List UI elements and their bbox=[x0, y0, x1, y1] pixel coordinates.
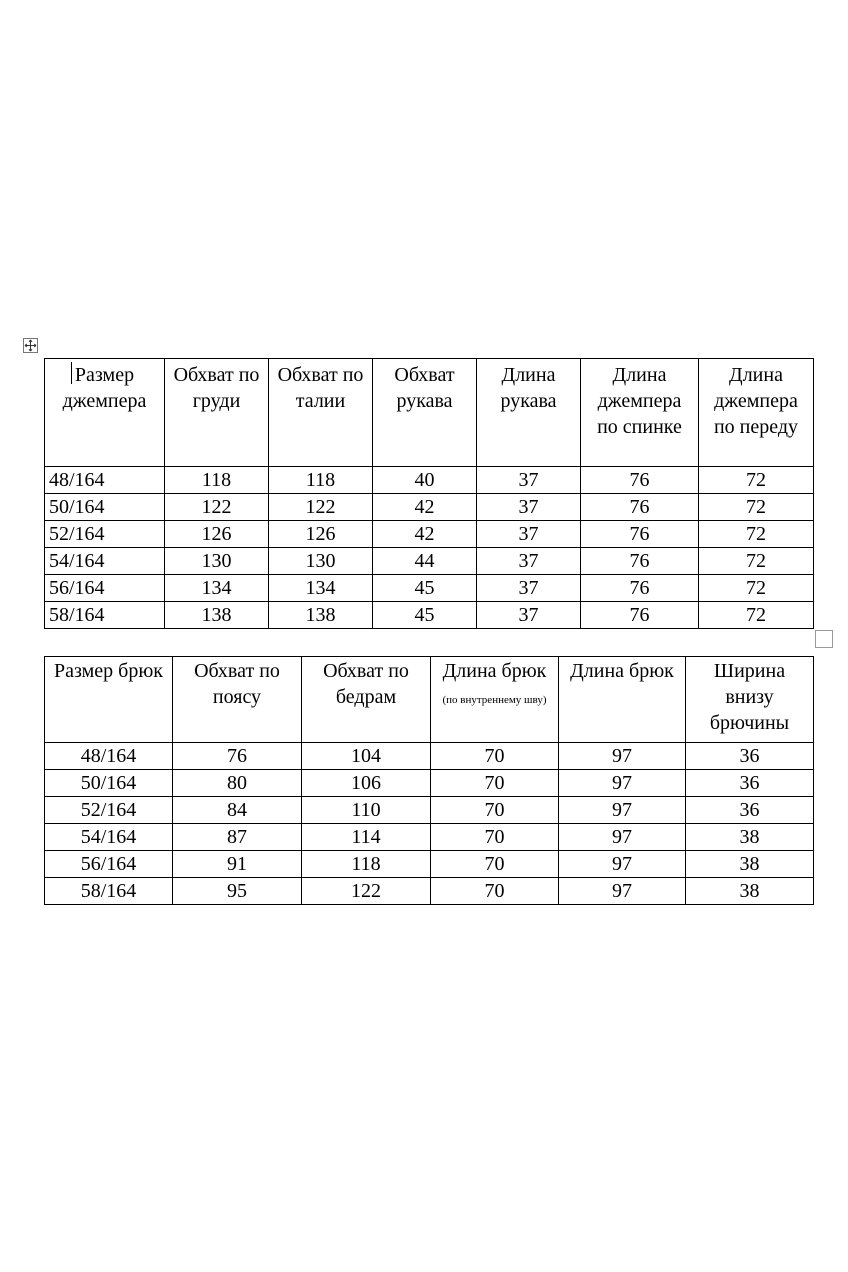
table-cell[interactable]: 97 bbox=[559, 797, 686, 824]
table-cell[interactable]: 54/164 bbox=[45, 548, 165, 575]
table-cell[interactable]: 37 bbox=[477, 602, 581, 629]
table-cell[interactable]: 45 bbox=[373, 575, 477, 602]
table-cell[interactable]: 122 bbox=[302, 878, 431, 905]
header-cell[interactable]: Обхват по поясу bbox=[173, 657, 302, 743]
table-cell[interactable]: 91 bbox=[173, 851, 302, 878]
table-cell[interactable]: 72 bbox=[699, 494, 814, 521]
table-cell[interactable]: 70 bbox=[431, 851, 559, 878]
table-row bbox=[45, 797, 814, 824]
table-row bbox=[45, 851, 814, 878]
table-cell[interactable]: 134 bbox=[269, 575, 373, 602]
table-cell[interactable]: 106 bbox=[302, 770, 431, 797]
table-cell[interactable]: 76 bbox=[581, 494, 699, 521]
header-cell[interactable]: Ширина внизу брючины bbox=[686, 657, 814, 743]
table-cell[interactable]: 56/164 bbox=[45, 575, 165, 602]
table-cell[interactable]: 38 bbox=[686, 878, 814, 905]
table-row bbox=[45, 494, 814, 521]
table-cell[interactable]: 138 bbox=[165, 602, 269, 629]
table-cell[interactable]: 118 bbox=[269, 467, 373, 494]
table-cell[interactable]: 126 bbox=[165, 521, 269, 548]
table-cell[interactable]: 37 bbox=[477, 575, 581, 602]
table-cell[interactable]: 54/164 bbox=[45, 824, 173, 851]
table-cell[interactable]: 72 bbox=[699, 467, 814, 494]
table-cell[interactable]: 36 bbox=[686, 797, 814, 824]
table-cell[interactable]: 76 bbox=[581, 521, 699, 548]
jumper-size-table bbox=[44, 358, 814, 629]
table-cell[interactable]: 72 bbox=[699, 521, 814, 548]
table-cell[interactable]: 114 bbox=[302, 824, 431, 851]
table-cell[interactable]: 52/164 bbox=[45, 521, 165, 548]
table-cell[interactable]: 84 bbox=[173, 797, 302, 824]
table-cell[interactable]: 37 bbox=[477, 548, 581, 575]
table-cell[interactable]: 36 bbox=[686, 770, 814, 797]
table-cell[interactable]: 76 bbox=[581, 548, 699, 575]
table-cell[interactable]: 36 bbox=[686, 743, 814, 770]
table-cell[interactable]: 130 bbox=[165, 548, 269, 575]
header-cell[interactable]: Обхват по груди bbox=[165, 359, 269, 467]
table-cell[interactable]: 50/164 bbox=[45, 494, 165, 521]
table-cell[interactable]: 97 bbox=[559, 824, 686, 851]
table-cell[interactable]: 80 bbox=[173, 770, 302, 797]
table-cell[interactable]: 40 bbox=[373, 467, 477, 494]
table-row bbox=[45, 575, 814, 602]
table-cell[interactable]: 48/164 bbox=[45, 743, 173, 770]
table-row bbox=[45, 743, 814, 770]
table-row bbox=[45, 878, 814, 905]
table-cell[interactable]: 97 bbox=[559, 770, 686, 797]
header-cell[interactable]: Размер джемпера bbox=[45, 359, 165, 467]
table-cell[interactable]: 70 bbox=[431, 770, 559, 797]
table-cell[interactable]: 118 bbox=[165, 467, 269, 494]
table-cell[interactable]: 48/164 bbox=[45, 467, 165, 494]
header-cell[interactable]: Длина джемпера по переду bbox=[699, 359, 814, 467]
header-cell[interactable] bbox=[431, 657, 559, 743]
header-cell[interactable]: Длина рукава bbox=[477, 359, 581, 467]
table-cell[interactable]: 134 bbox=[165, 575, 269, 602]
table-move-handle-icon[interactable] bbox=[23, 338, 38, 353]
table-row bbox=[45, 602, 814, 629]
table-cell[interactable]: 72 bbox=[699, 575, 814, 602]
table-header-row bbox=[45, 657, 814, 743]
table-cell[interactable]: 126 bbox=[269, 521, 373, 548]
header-cell[interactable]: Обхват по талии bbox=[269, 359, 373, 467]
table-cell[interactable]: 58/164 bbox=[45, 878, 173, 905]
header-cell[interactable]: Обхват по бедрам bbox=[302, 657, 431, 743]
table-cell[interactable]: 138 bbox=[269, 602, 373, 629]
table-cell[interactable]: 44 bbox=[373, 548, 477, 575]
table-cell[interactable]: 70 bbox=[431, 824, 559, 851]
table-cell[interactable]: 42 bbox=[373, 494, 477, 521]
table-cell[interactable]: 97 bbox=[559, 878, 686, 905]
table-cell[interactable]: 95 bbox=[173, 878, 302, 905]
table-cell[interactable]: 97 bbox=[559, 851, 686, 878]
table-cell[interactable]: 45 bbox=[373, 602, 477, 629]
table-row bbox=[45, 770, 814, 797]
table-row bbox=[45, 548, 814, 575]
table-resize-handle[interactable] bbox=[815, 630, 833, 648]
table-header-row bbox=[45, 359, 814, 467]
table-cell[interactable]: 72 bbox=[699, 602, 814, 629]
table-cell[interactable]: 70 bbox=[431, 743, 559, 770]
header-cell[interactable]: Обхват рукава bbox=[373, 359, 477, 467]
table-row bbox=[45, 467, 814, 494]
table-cell[interactable]: 122 bbox=[165, 494, 269, 521]
table-cell[interactable]: 70 bbox=[431, 878, 559, 905]
table-cell[interactable]: 38 bbox=[686, 824, 814, 851]
table-cell[interactable]: 76 bbox=[581, 602, 699, 629]
table-cell[interactable]: 87 bbox=[173, 824, 302, 851]
table-cell[interactable]: 130 bbox=[269, 548, 373, 575]
table-cell[interactable]: 97 bbox=[559, 743, 686, 770]
table-cell[interactable]: 122 bbox=[269, 494, 373, 521]
table-cell[interactable]: 52/164 bbox=[45, 797, 173, 824]
header-cell[interactable]: Длина брюк bbox=[559, 657, 686, 743]
table-cell[interactable]: 37 bbox=[477, 494, 581, 521]
table-cell[interactable]: 76 bbox=[581, 467, 699, 494]
table-cell[interactable]: 50/164 bbox=[45, 770, 173, 797]
table-cell[interactable]: 70 bbox=[431, 797, 559, 824]
table-row bbox=[45, 521, 814, 548]
table-cell[interactable]: 72 bbox=[699, 548, 814, 575]
table-cell[interactable]: 76 bbox=[581, 575, 699, 602]
header-note: (по внутреннему шву) bbox=[442, 694, 547, 706]
table-cell[interactable]: 110 bbox=[302, 797, 431, 824]
table-cell[interactable]: 42 bbox=[373, 521, 477, 548]
table-cell[interactable]: 58/164 bbox=[45, 602, 165, 629]
pants-size-table bbox=[44, 656, 814, 905]
header-cell[interactable]: Размер брюк bbox=[45, 657, 173, 743]
table-cell[interactable]: 37 bbox=[477, 467, 581, 494]
table-cell[interactable]: 104 bbox=[302, 743, 431, 770]
table-cell[interactable]: 38 bbox=[686, 851, 814, 878]
table-cell[interactable]: 56/164 bbox=[45, 851, 173, 878]
header-cell[interactable]: Длина джемпера по спинке bbox=[581, 359, 699, 467]
table-row bbox=[45, 824, 814, 851]
table-cell[interactable]: 37 bbox=[477, 521, 581, 548]
table-cell[interactable]: 76 bbox=[173, 743, 302, 770]
header-text: Длина брюк bbox=[442, 660, 547, 682]
table-cell[interactable]: 118 bbox=[302, 851, 431, 878]
